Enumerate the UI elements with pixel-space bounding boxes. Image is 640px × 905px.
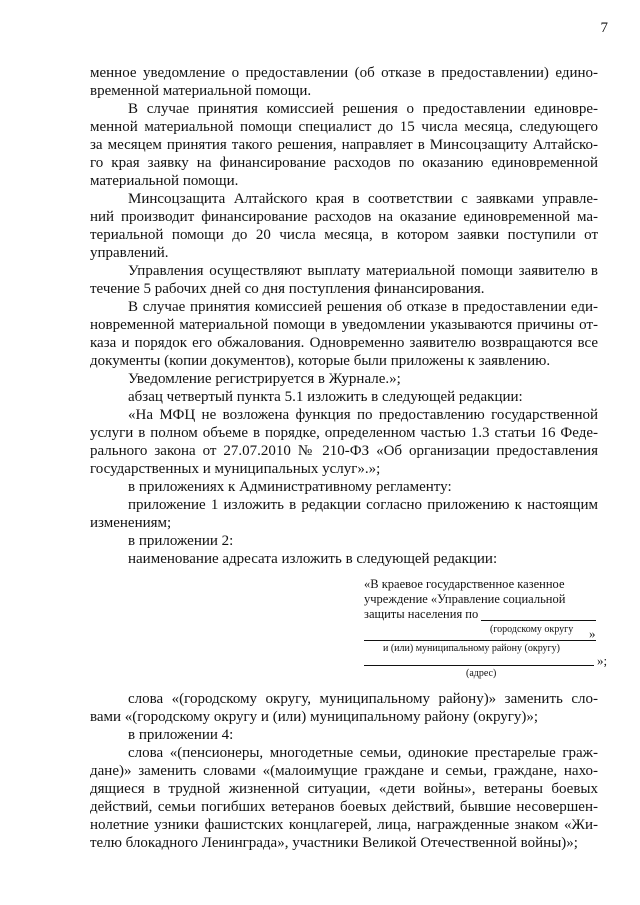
- body-line: вами «(городскому округу и (или) муниципальному району (округу)»;: [90, 709, 539, 725]
- body-line: слова «(городскому округу, муниципальному району)» заменить сло-: [128, 691, 598, 707]
- body-line: в приложении 4:: [128, 727, 234, 743]
- body-line: дане)» заменить словами «(малоимущие граждане и семьи, граждане, нахо-: [90, 763, 598, 779]
- form-close-quote: »: [589, 626, 596, 641]
- body-line: изменениям;: [90, 515, 172, 531]
- form-line: защиты населения по: [364, 607, 479, 621]
- body-line: в приложениях к Административному регламенту:: [128, 479, 452, 495]
- body-line: Уведомление регистрируется в Журнале.»;: [128, 371, 401, 387]
- body-line: действий, семьи погибших ветеранов боевых действий, бывшие несовершен-: [90, 799, 598, 815]
- body-line: «На МФЦ не возложена функция по предоставлению государственной: [128, 407, 598, 423]
- body-line: Минсоцзащита Алтайского края в соответствии с заявками управле-: [128, 191, 598, 207]
- body-line: менной материальной помощи специалист до 15 числа месяца, следующего: [90, 119, 598, 135]
- body-line: наименование адресата изложить в следующей редакции:: [128, 551, 498, 567]
- form-line: учреждение «Управление социальной: [364, 592, 566, 606]
- form-line: «В краевое государственное казенное: [364, 577, 565, 591]
- body-line: менное уведомление о предоставлении (об отказе в предоставлении) едино-: [90, 65, 598, 81]
- body-line: дящиеся в трудной жизненной ситуации, «дети войны», ветераны боевых: [90, 781, 598, 797]
- body-line: государственных и муниципальных услуг».»;: [90, 461, 381, 477]
- body-line: ний производит финансирование расходов на оказание единовременной ма-: [90, 209, 598, 225]
- form-rule: [364, 640, 596, 641]
- form-end-mark: »;: [597, 653, 608, 668]
- body-line: документы (копии документов), которые были приложены к заявлению.: [90, 353, 551, 369]
- body-line: в приложении 2:: [128, 533, 234, 549]
- page-number: 7: [600, 20, 608, 36]
- body-line: каза и порядок его обжалования. Одновременно заявителю возвращаются все: [90, 335, 598, 351]
- body-line: управлений.: [90, 245, 169, 261]
- body-line: приложение 1 изложить в редакции согласно приложению к настоящим: [128, 497, 598, 513]
- body-line: го края заявку на финансирование расходов по оказанию единовременной: [90, 155, 598, 171]
- body-line: материальной помощи.: [90, 173, 239, 189]
- body-line: телю блокадного Ленинграда», участники Великой Отечественной войны)»;: [90, 835, 578, 851]
- form-rule: [481, 620, 596, 621]
- body-line: рального закона от 27.07.2010 № 210-ФЗ «Об организации предоставления: [90, 443, 598, 459]
- body-line: слова «(пенсионеры, многодетные семьи, одинокие престарелые граж-: [128, 745, 598, 761]
- body-line: временной материальной помощи.: [90, 83, 312, 99]
- form-label-district: (городскому округу: [490, 624, 574, 635]
- body-line: В случае принятия комиссией решения об отказе в предоставлении еди-: [128, 299, 598, 315]
- body-line: за месяцем принятия такого решения, направляет в Минсоцзащиту Алтайско-: [90, 137, 598, 153]
- form-rule: [364, 665, 594, 666]
- body-line: новременной материальной помощи в уведомлении указываются причины от-: [90, 317, 598, 333]
- body-line: услуги в полном объеме в порядке, определенном частью 1.3 статьи 16 Феде-: [90, 425, 598, 441]
- body-line: течение 5 рабочих дней со дня поступления финансирования.: [90, 281, 485, 297]
- body-line: териальной помощи до 20 числа месяца, в котором заявки поступили от: [90, 227, 598, 243]
- form-label-municipal: и (или) муниципальному району (округу): [383, 643, 560, 654]
- body-line: нолетние узники фашистских концлагерей, лица, награжденные знаком «Жи-: [90, 817, 598, 833]
- form-label-address: (адрес): [466, 668, 497, 679]
- body-line: Управления осуществляют выплату материальной помощи заявителю в: [128, 263, 598, 279]
- body-line: абзац четвертый пункта 5.1 изложить в следующей редакции:: [128, 389, 523, 405]
- body-line: В случае принятия комиссией решения о предоставлении единовре-: [128, 101, 598, 117]
